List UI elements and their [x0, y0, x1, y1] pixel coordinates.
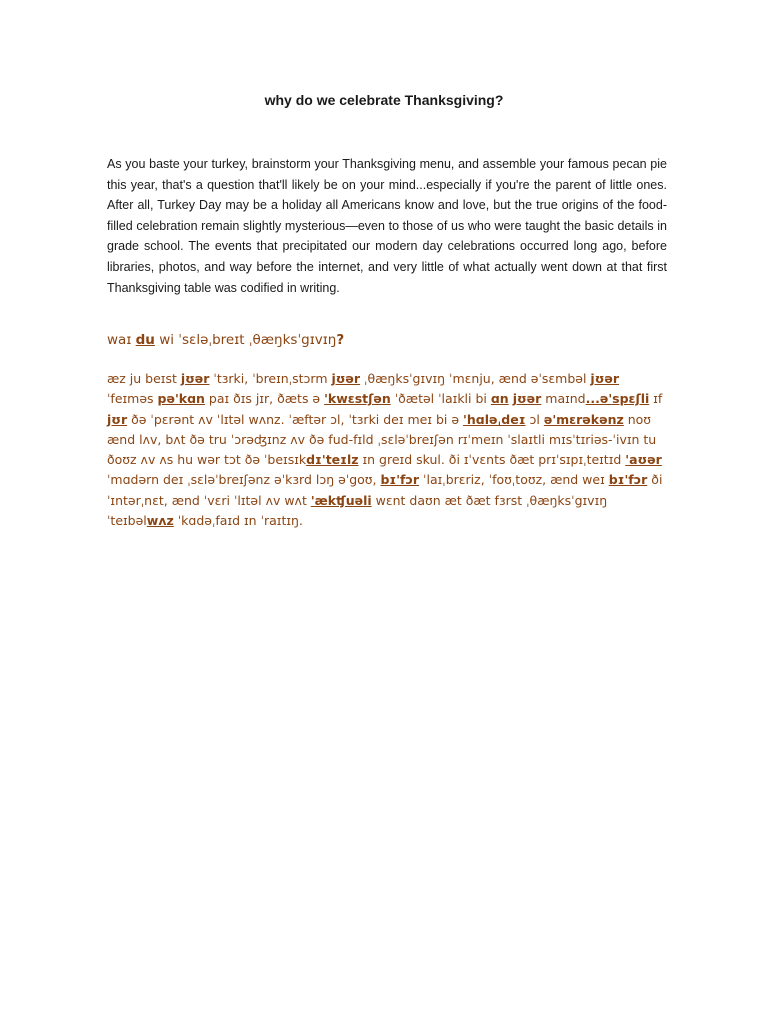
page-title: why do we celebrate Thanksgiving? — [264, 92, 504, 108]
emphasized-word: pə'kɑn — [157, 391, 205, 407]
emphasized-word: jʊr — [107, 411, 128, 427]
emphasized-word: 'hɑləˌdeɪ — [463, 411, 526, 427]
phonetic-text: ɪn greɪd skul. ði ɪˈvɛnts ðæt prɪˈsɪpɪˌteɪtɪd — [358, 452, 626, 468]
phonetic-text: ˌθæŋksˈgɪvɪŋ ˈmɛnju, ænd əˈsɛmbəl — [360, 371, 591, 386]
emphasized-word: ...ə'spɛʃli — [585, 391, 650, 407]
emphasized-word: du — [135, 332, 155, 348]
emphasized-word: jʊər — [331, 371, 361, 386]
phonetic-text: ? — [336, 332, 345, 348]
emphasized-word: bɪ'fɔr — [608, 472, 648, 488]
phonetic-text: noʊ ænd lʌv, bʌt ðə tru ˈɔrəʤɪnz ʌv ðə fud-fɪld ˌsɛləˈbreɪʃən rɪˈmeɪn ˈslaɪtli mɪsˈtɪriəs-ˈivɪn tu ðoʊz ʌv ʌs hu wər tɔt ðə ˈbeɪsɪk — [107, 411, 657, 468]
phonetic-text: ɔl — [525, 411, 544, 427]
phonetic-text: ˈðætəl ˈlaɪkli bi — [390, 391, 491, 407]
phonetic-text: ˈfeɪməs — [107, 391, 158, 407]
emphasized-word: 'kwɛstʃən — [324, 391, 391, 407]
phonetic-text: ði ˈɪntərˌnɛt, ænd ˈvɛri ˈlɪtəl ʌv wʌt — [107, 472, 663, 508]
phonetic-title — [107, 330, 667, 351]
phonetic-paragraph — [107, 369, 667, 531]
emphasized-word: wʌz — [146, 513, 174, 529]
emphasized-word: 'aʊər — [625, 452, 662, 468]
emphasized-word: jʊər — [180, 371, 210, 386]
emphasized-word: jʊər — [590, 371, 620, 386]
phonetic-text: waɪ — [107, 332, 136, 348]
phonetic-text: ˈmɑdərn deɪ ˌsɛləˈbreɪʃənz əˈkɜrd lɔŋ əˈgoʊ, — [107, 472, 381, 488]
phonetic-text: paɪ ðɪs jɪr, ðæts ə — [204, 391, 325, 407]
phonetic-text: æz ju beɪst — [107, 371, 181, 386]
emphasized-word: ə'mɛrəkənz — [543, 411, 624, 427]
phonetic-text: wɛnt daʊn æt ðæt fɜrst ˌθæŋksˈgɪvɪŋ ˈteɪbəl — [107, 492, 608, 529]
emphasized-word: bɪ'fɔr — [380, 472, 420, 488]
phonetic-text: wi ˈsɛləˌbreɪt ˌθæŋksˈgɪvɪŋ — [154, 332, 337, 348]
emphasized-word: 'ækʧuəli — [310, 492, 372, 508]
emphasized-word: dɪ'teɪlz — [306, 452, 359, 468]
phonetic-text: maɪnd — [541, 391, 586, 407]
emphasized-word: jʊər — [512, 391, 542, 407]
english-paragraph: As you baste your turkey, brainstorm your Thanksgiving menu, and assemble your famous pecan pie this year, that's a question that'll likely be on your mind...especially if you're the parent of little ones. After all, Turkey Day may be a holiday all Americans know and love, but the true origins of the food-filled celebration remain slightly mysterious—even to those of us who were taught the basic details in grade school. The events that precipitated our modern day celebrations occurred long ago, before libraries, photos, and way before the internet, and very little of what actually went down at that first Thanksgiving table was codified in writing. — [107, 157, 667, 295]
emphasized-word: ɑn — [490, 391, 509, 407]
phonetic-text: ˈtɜrki, ˈbreɪnˌstɔrm — [209, 371, 332, 386]
phonetic-text: ðə ˈpɛrənt ʌv ˈlɪtəl wʌnz. ˈæftər ɔl, ˈtɜrki deɪ meɪ bi ə — [127, 411, 464, 427]
phonetic-text: ɪf — [649, 391, 663, 407]
phonetic-text: ˈkɑdəˌfaɪd ɪn ˈraɪtɪŋ. — [173, 513, 303, 529]
phonetic-text: ˈlaɪˌbrɛriz, ˈfoʊˌtoʊz, ænd weɪ — [419, 472, 609, 488]
